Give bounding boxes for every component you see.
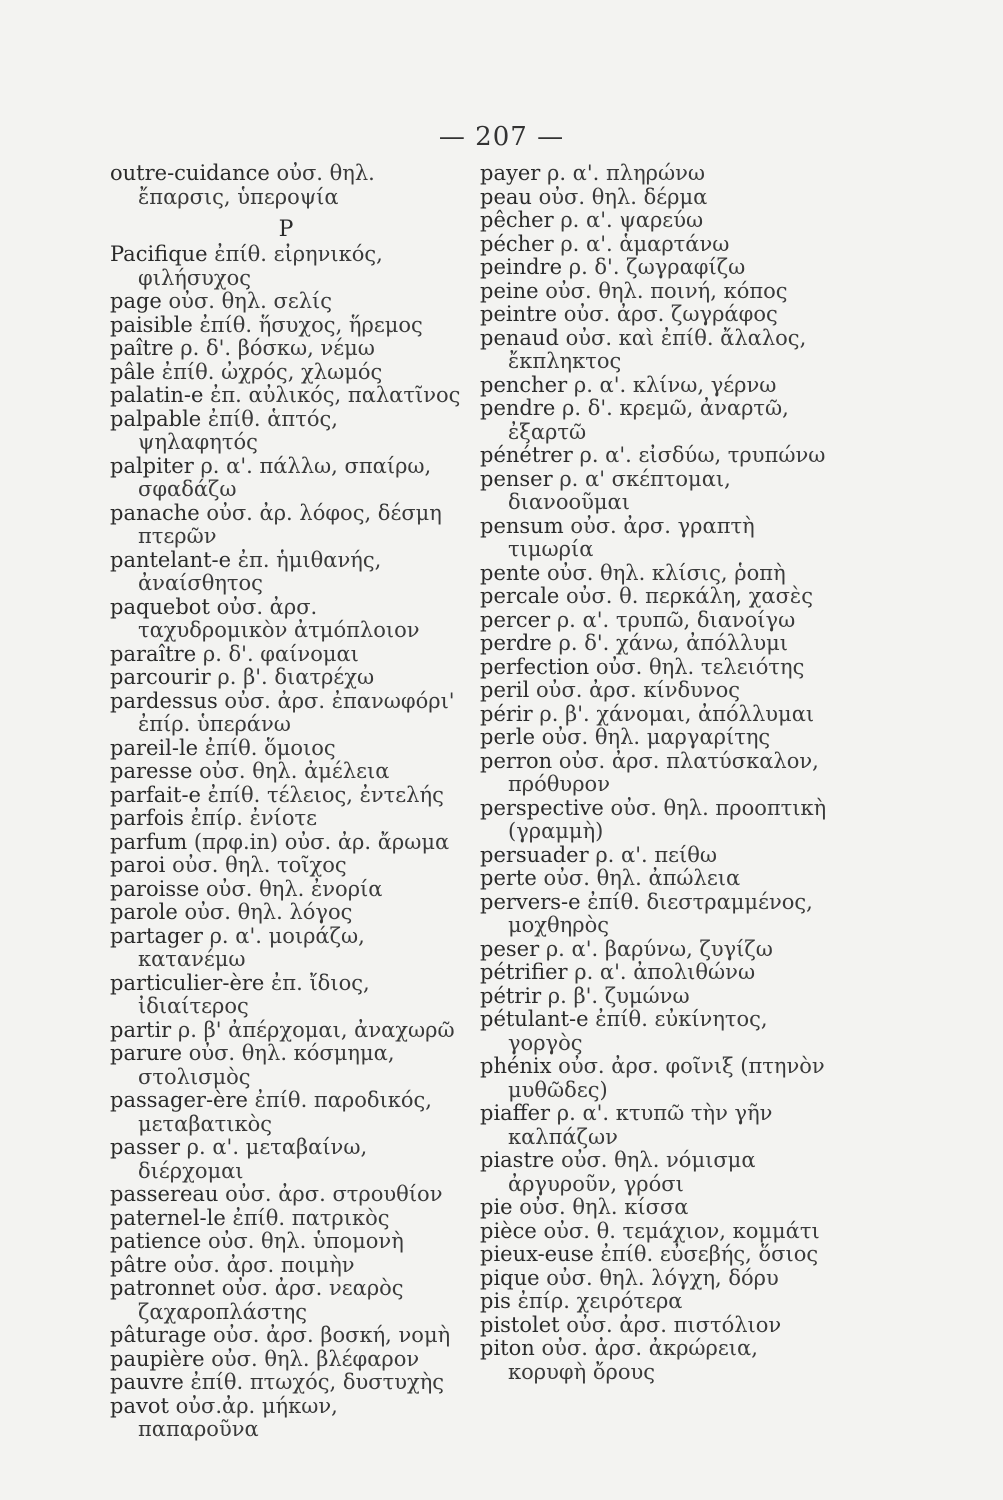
definition: οὐσ. θηλ. μαργαρίτης — [541, 725, 771, 749]
left-column-pre-section — [110, 162, 462, 209]
dictionary-entry — [480, 280, 830, 304]
definition: οὐσ. θηλ. ἀπώλεια — [543, 866, 741, 890]
dictionary-entry — [110, 1183, 462, 1207]
dictionary-entry — [480, 961, 830, 985]
definition: ἐπίθ. διεστραμμένος, μοχθηρὸς — [508, 889, 813, 937]
dictionary-entry — [110, 290, 462, 314]
dictionary-entry — [110, 384, 462, 408]
headword: pieux-euse — [480, 1242, 594, 1266]
headword: pis — [480, 1289, 511, 1313]
headword: peindre — [480, 255, 563, 279]
dictionary-entry — [110, 784, 462, 808]
dictionary-entry — [480, 726, 830, 750]
headword: paroisse — [110, 876, 200, 901]
headword: pareil-le — [110, 735, 199, 760]
definition: οὐσ. καὶ ἐπίθ. ἄλαλος, ἔκπληκτος — [508, 325, 807, 373]
dictionary-entry — [110, 1324, 462, 1348]
headword: penaud — [480, 325, 559, 350]
dictionary-entry — [110, 760, 462, 784]
dictionary-entry — [110, 972, 462, 1019]
definition: οὐσ. θηλ. νόμισμα ἀργυροῦν, γρόσι — [508, 1148, 756, 1196]
headword: outre-cuidance — [110, 161, 270, 185]
dictionary-entry — [480, 656, 830, 680]
headword: pétrir — [480, 983, 542, 1008]
definition: οὐσ. θηλ. λόγος — [184, 900, 353, 924]
definition: οὐσ. ἀρσ. ποιμὴν — [173, 1252, 355, 1277]
dictionary-entry — [480, 444, 830, 468]
definition: ρ. α' σκέπτομαι, διανοοῦμαι — [508, 466, 731, 514]
dictionary-entry — [480, 1008, 830, 1055]
dictionary-entry — [480, 327, 830, 374]
definition: οὐσ. θηλ. προοπτικὴ (γραμμὴ) — [508, 795, 827, 843]
dictionary-entry — [480, 1055, 830, 1102]
headword: paisible — [110, 312, 193, 337]
definition: ἐπίρ. ἐνίοτε — [190, 806, 318, 830]
headword: partir — [110, 1017, 172, 1042]
dictionary-entry — [480, 374, 830, 398]
headword: paraître — [110, 641, 197, 666]
headword: perron — [480, 748, 553, 773]
dictionary-entry — [110, 1207, 462, 1231]
dictionary-entry — [480, 1196, 830, 1220]
definition: ρ. α'. μοιράζω, κατανέμω — [138, 923, 365, 971]
headword: pavot — [110, 1393, 169, 1418]
headword: pistolet — [480, 1312, 560, 1337]
definition: ἐπίθ. παροδικός, μεταβατικὸς — [138, 1088, 432, 1136]
headword: payer — [480, 161, 541, 185]
headword: pêcher — [480, 208, 554, 232]
dictionary-entry — [480, 1337, 830, 1384]
definition: ἐπίθ. ὅμοιος — [204, 735, 336, 760]
headword: pique — [480, 1265, 540, 1290]
dictionary-entry — [110, 1348, 462, 1372]
definition: οὐσ. ἀρσ. στρουθίον — [225, 1182, 443, 1206]
dictionary-entry — [480, 397, 830, 444]
headword: particulier-ère — [110, 970, 265, 995]
dictionary-entry — [110, 901, 462, 925]
definition: ρ. δ'. χάνω, ἀπόλλυμι — [558, 631, 789, 655]
headword: passager-ère — [110, 1088, 248, 1112]
headword: pauvre — [110, 1370, 184, 1394]
headword: pétulant-e — [480, 1007, 589, 1031]
dictionary-entry — [110, 502, 462, 549]
dictionary-entry — [480, 891, 830, 938]
definition: οὐσ. θηλ. τοῖχος — [172, 853, 347, 877]
definition: οὐσ. ἀρσ. νεαρὸς ζαχαροπλάστης — [138, 1276, 404, 1324]
headword: patience — [110, 1229, 202, 1253]
headword: peau — [480, 184, 532, 209]
dictionary-entry — [110, 1042, 462, 1089]
headword: piton — [480, 1336, 535, 1360]
dictionary-entry — [480, 632, 830, 656]
dictionary-entry — [110, 666, 462, 690]
definition: οὐσ. ἀρσ. γραπτὴ τιμωρία — [508, 513, 755, 561]
dictionary-entry — [480, 468, 830, 515]
definition: ρ. δ'. κρεμῶ, ἀναρτῶ, ἐξαρτῶ — [508, 396, 789, 444]
dictionary-entry — [110, 1019, 462, 1043]
headword: paître — [110, 336, 174, 360]
definition: ρ. α'. βαρύνω, ζυγίζω — [545, 936, 773, 961]
dictionary-entry — [480, 1267, 830, 1291]
dictionary-entry — [480, 985, 830, 1009]
definition: ἐπίθ. ἁπτός, ψηλαφητός — [138, 406, 338, 454]
headword: Pacifique — [110, 242, 208, 266]
headword: pétrifier — [480, 960, 568, 984]
definition: ἐπίθ. πτωχός, δυστυχὴς — [190, 1370, 445, 1394]
headword: pervers-e — [480, 889, 581, 914]
dictionary-entry — [480, 1102, 830, 1149]
dictionary-entry — [480, 562, 830, 586]
dictionary-entry — [480, 1220, 830, 1244]
page-number: — 207 — — [438, 122, 565, 152]
definition: οὐσ. θηλ. ὑπομονὴ — [207, 1229, 404, 1253]
right-column — [480, 162, 830, 1384]
headword: peril — [480, 678, 530, 702]
headword: périr — [480, 701, 533, 726]
headword: pièce — [480, 1218, 537, 1243]
dictionary-entry — [110, 690, 462, 737]
definition: ρ. α'. μεταβαίνω, διέρχομαι — [138, 1135, 368, 1183]
definition: οὐσ.ἀρ. μήκων, παπαροῦνα — [138, 1393, 338, 1441]
definition: ρ. α'. ἁμαρτάνω — [560, 231, 730, 256]
headword: palpable — [110, 406, 202, 431]
definition: οὐσ. θηλ. ἀμέλεια — [199, 759, 390, 783]
dictionary-entry — [110, 1395, 462, 1442]
dictionary-entry — [110, 854, 462, 878]
dictionary-entry — [110, 361, 462, 385]
definition: ρ. α'. ἀπολιθώνω — [574, 960, 756, 984]
dictionary-entry — [110, 549, 462, 596]
headword: pâturage — [110, 1323, 207, 1347]
dictionary-entry — [480, 938, 830, 962]
headword: pâle — [110, 359, 156, 384]
headword: palatin-e — [110, 383, 204, 407]
headword: passereau — [110, 1182, 219, 1206]
headword: pensum — [480, 513, 564, 538]
headword: penser — [480, 466, 553, 491]
headword: peintre — [480, 302, 558, 326]
definition: οὐσ. θηλ. κίσσα — [519, 1195, 689, 1219]
definition: οὐσ. θηλ. τελειότης — [595, 654, 805, 679]
definition: ρ. β'. χάνομαι, ἀπόλλυμαι — [539, 701, 815, 726]
definition: οὐσ. θηλ. δέρμα — [538, 184, 708, 209]
headword: pencher — [480, 372, 568, 397]
dictionary-entry — [480, 209, 830, 233]
definition: οὐσ. ἀρσ. ἐπανωφόρι' ἐπίρ. ὑπεράνω — [138, 688, 455, 736]
definition: ρ. α'. τρυπῶ, διανοίγω — [556, 607, 796, 632]
definition: ρ. α'. πάλλω, σπαίρω, σφαδάζω — [138, 453, 432, 501]
headword: pécher — [480, 231, 554, 256]
dictionary-entry — [480, 679, 830, 703]
dictionary-entry — [480, 844, 830, 868]
dictionary-entry — [480, 233, 830, 257]
left-column — [110, 162, 462, 1442]
definition: ἐπίθ. τέλειος, ἐντελής — [207, 782, 444, 807]
right-column-entries — [480, 162, 830, 1384]
definition: οὐσ. ἀρσ. πιστόλιον — [566, 1312, 782, 1337]
dictionary-entry — [480, 703, 830, 727]
definition: οὐσ. θηλ. βλέφαρον — [211, 1346, 420, 1371]
headword: pardessus — [110, 688, 218, 713]
definition: οὐσ. ἀρσ. βοσκή, νομὴ — [213, 1323, 451, 1347]
definition: ἐπίθ. εὐκίνητος, γοργὸς — [508, 1007, 768, 1055]
dictionary-entry — [480, 797, 830, 844]
definition: ρ. α'. πληρώνω — [546, 161, 706, 185]
headword: parure — [110, 1041, 182, 1065]
dictionary-entry — [110, 1136, 462, 1183]
definition: ἐπίθ. εὐσεβής, ὅσιος — [600, 1242, 819, 1266]
dictionary-entry — [110, 1230, 462, 1254]
headword: perte — [480, 866, 537, 890]
section-letter: P — [278, 217, 294, 242]
headword: paternel-le — [110, 1205, 226, 1230]
dictionary-entry — [110, 831, 462, 855]
definition: ρ. β' ἀπέρχομαι, ἀναχωρῶ — [177, 1017, 455, 1042]
headword: pénétrer — [480, 443, 573, 467]
headword: piastre — [480, 1148, 555, 1172]
dictionary-entry — [110, 1371, 462, 1395]
definition: ρ. α'. ψαρεύω — [560, 208, 704, 232]
definition: οὐσ. θηλ. ἐνορία — [206, 876, 383, 901]
definition: οὐσ. θηλ. λόγχη, δόρυ — [546, 1265, 779, 1290]
definition: οὐσ. ἀρσ. ζωγράφος — [563, 302, 778, 326]
headword: partager — [110, 923, 203, 948]
headword: peine — [480, 278, 539, 303]
definition: οὐσ. ἀρσ. ἀκρώρεια, κορυφὴ ὄρους — [508, 1336, 758, 1384]
definition: ρ. β'. ζυμώνω — [547, 983, 690, 1008]
definition: ρ. α'. κτυπῶ τὴν γῆν καλπάζων — [508, 1101, 773, 1149]
headword: pie — [480, 1195, 513, 1219]
headword: percer — [480, 607, 551, 632]
headword: parfait-e — [110, 782, 201, 807]
dictionary-entry — [480, 256, 830, 280]
definition: ἐπ. ἴδιος, ἰδιαίτερος — [138, 970, 370, 1018]
dictionary-entry — [480, 585, 830, 609]
definition: οὐσ. ἀρσ. φοῖνιξ (πτηνὸν μυθῶδες) — [508, 1054, 825, 1102]
headword: perle — [480, 725, 536, 749]
dictionary-entry — [480, 1149, 830, 1196]
headword: perspective — [480, 795, 604, 820]
definition: οὐσ. θηλ. σελίς — [168, 289, 333, 313]
headword: peser — [480, 936, 540, 961]
definition: ρ. α'. εἰσδύω, τρυπώνω — [579, 443, 826, 467]
definition: οὐσ. θηλ. κόσμημα, στολισμὸς — [138, 1041, 395, 1089]
definition: ἐπ. ἡμιθανής, ἀναίσθητος — [138, 547, 382, 595]
dictionary-entry — [480, 162, 830, 186]
headword: paquebot — [110, 594, 210, 619]
headword: panache — [110, 500, 200, 525]
headword: paroi — [110, 853, 166, 877]
dictionary-entry — [110, 807, 462, 831]
definition: οὐσ. ἀρσ. πλατύσκαλον, πρόθυρον — [508, 748, 819, 796]
dictionary-entry — [110, 737, 462, 761]
headword: pendre — [480, 396, 556, 420]
left-column-entries — [110, 243, 462, 1442]
definition: οὐσ. ἀρσ. κίνδυνος — [536, 678, 741, 702]
dictionary-entry — [480, 1314, 830, 1338]
headword: piaffer — [480, 1101, 551, 1125]
headword: persuader — [480, 842, 589, 867]
dictionary-entry — [110, 925, 462, 972]
dictionary-entry — [110, 162, 462, 209]
dictionary-entry — [480, 609, 830, 633]
definition: οὐσ. θηλ. ἔπαρσις, ὑπεροψία — [138, 161, 375, 209]
definition: ἐπίρ. χειρότερα — [517, 1289, 683, 1313]
definition: οὐσ. θ. τεμάχιον, κομμάτι — [543, 1218, 820, 1243]
headword: perdre — [480, 631, 552, 655]
headword: phénix — [480, 1054, 552, 1078]
definition: ρ. α'. κλίνω, γέρνω — [573, 372, 777, 397]
dictionary-entry — [480, 867, 830, 891]
definition: οὐσ. θηλ. ποινή, κόπος — [545, 278, 788, 303]
headword: parole — [110, 900, 178, 924]
dictionary-entry — [480, 1243, 830, 1267]
definition: ρ. δ'. φαίνομαι — [202, 641, 359, 666]
dictionary-entry — [480, 750, 830, 797]
dictionary-entry — [110, 1254, 462, 1278]
definition: ἐπίθ. ἥσυχος, ἥρεμος — [199, 312, 423, 337]
dictionary-entry — [480, 186, 830, 210]
dictionary-entry — [110, 596, 462, 643]
definition: ἐπίθ. ὠχρός, χλωμός — [161, 359, 383, 384]
definition: οὐσ. ἀρ. λόφος, δέσμη πτερῶν — [138, 500, 442, 548]
dictionary-entry — [110, 1277, 462, 1324]
definition: οὐσ. ἀρσ. ταχυδρομικὸν ἀτμόπλοιον — [138, 594, 420, 642]
definition: ρ. δ'. ζωγραφίζω — [568, 255, 746, 279]
dictionary-entry — [110, 314, 462, 338]
dictionary-entry — [480, 303, 830, 327]
headword: patronnet — [110, 1276, 215, 1300]
headword: pantelant-e — [110, 547, 232, 572]
definition: ἐπίθ. πατρικὸς — [232, 1205, 390, 1230]
headword: perfection — [480, 654, 590, 679]
headword: passer — [110, 1135, 180, 1159]
dictionary-entry — [110, 337, 462, 361]
dictionary-entry — [480, 1290, 830, 1314]
dictionary-entry — [480, 515, 830, 562]
headword: paupière — [110, 1346, 205, 1371]
headword: parfois — [110, 806, 184, 830]
headword: pente — [480, 560, 541, 585]
definition: ρ. β'. διατρέχω — [217, 665, 375, 689]
headword: parcourir — [110, 665, 211, 689]
dictionary-entry — [110, 408, 462, 455]
definition: (πρφ.in) οὐσ. ἀρ. ἄρωμα — [193, 829, 450, 854]
definition: ἐπ. αὐλικός, παλατῖνος — [210, 383, 461, 407]
headword: pâtre — [110, 1252, 167, 1277]
headword: paresse — [110, 759, 193, 783]
headword: palpiter — [110, 453, 194, 478]
definition: οὐσ. θηλ. κλίσις, ῥοπὴ — [546, 560, 786, 585]
dictionary-entry — [110, 243, 462, 290]
definition: οὐσ. θ. περκάλη, χασὲς — [566, 584, 813, 608]
headword: percale — [480, 584, 560, 608]
definition: ρ. δ'. βόσκω, νέμω — [180, 336, 375, 360]
definition: ἐπίθ. εἰρηνικός, φιλήσυχος — [138, 242, 383, 290]
headword: parfum — [110, 829, 188, 854]
headword: page — [110, 289, 162, 313]
dictionary-entry — [110, 455, 462, 502]
dictionary-entry — [110, 643, 462, 667]
dictionary-entry — [110, 1089, 462, 1136]
definition: ρ. α'. πείθω — [595, 842, 718, 867]
dictionary-entry — [110, 878, 462, 902]
